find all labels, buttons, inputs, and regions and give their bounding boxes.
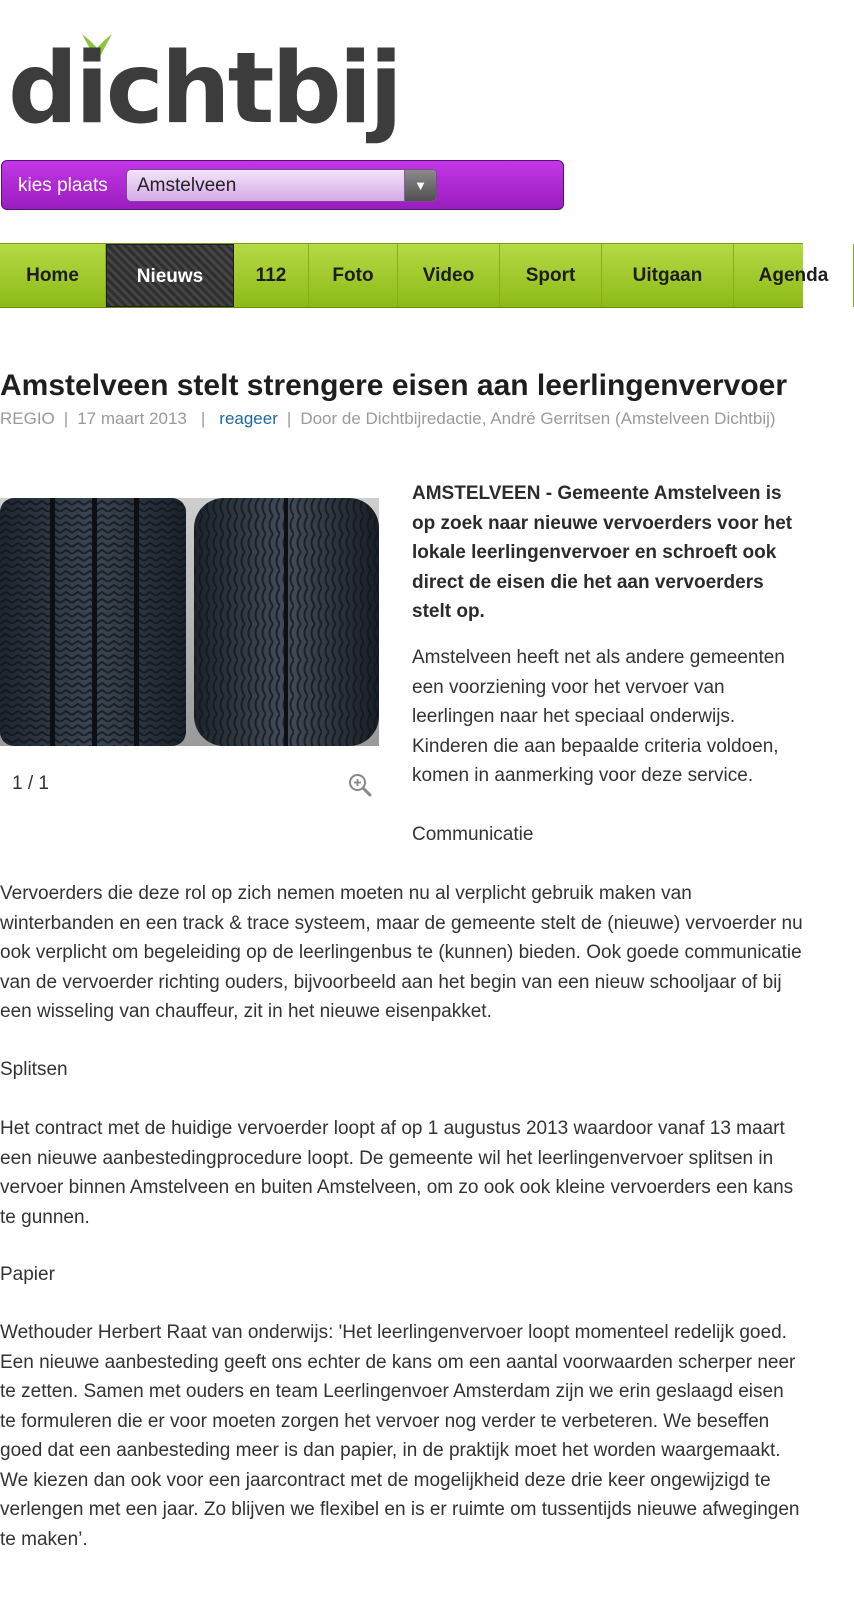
article-paragraph-2: Het contract met de huidige vervoerder loopt af op 1 augustus 2013 waardoor vanaf 13 maart een nieuwe aanbestedingprocedure loopt. De gemeente wil het leerlingenvervoer splitsen in vervoer binnen Amstelveen en buiten Amstelveen, om zo ook ook kleine vervoerders een kans te gunnen.: [0, 1118, 794, 1228]
comment-link[interactable]: reageer: [219, 409, 278, 428]
place-select[interactable]: [126, 169, 437, 202]
article-author: Door de Dichtbijredactie, André Gerritsen (Amstelveen Dichtbij): [300, 409, 776, 428]
article-meta: REGIO | 17 maart 2013 | reageer | Door de Dichtbijredactie, André Gerritsen (Amstelveen Dichtbij): [0, 409, 776, 428]
article-title: Amstelveen stelt strengere eisen aan leerlingenvervoer: [0, 369, 788, 402]
main-nav: [0, 243, 829, 308]
article-region: REGIO: [0, 409, 55, 428]
nav-item-sport[interactable]: Sport: [500, 244, 602, 307]
nav-item-112[interactable]: 112: [234, 244, 309, 307]
nav-item-foto[interactable]: Foto: [309, 244, 398, 307]
place-selector-bar: [1, 160, 564, 210]
logo-text: dichtbij: [8, 32, 400, 146]
section-heading-papier: Papier: [0, 1264, 55, 1285]
zoom-in-icon[interactable]: [347, 772, 373, 798]
nav-item-agenda[interactable]: Agenda: [734, 244, 854, 307]
gallery-counter: 1 / 1: [12, 773, 49, 794]
article-lead: AMSTELVEEN - Gemeente Amstelveen is op zoek naar nieuwe vervoerders voor het lokale leerlingenvervoer en schroeft ook direct de eisen die het aan vervoerders stelt op.: [412, 483, 793, 622]
section-heading-splitsen: Splitsen: [0, 1059, 68, 1080]
article-paragraph-1: Vervoerders die deze rol op zich nemen moeten nu al verplicht gebruik maken van winterbanden en een track & trace systeem, maar de gemeente stelt de (nieuwe) vervoerder nu ook verplicht om begeleiding op de leerlingenbus te (kunnen) bieden. Ook goede communicatie van de vervoerder richting ouders, bijvoorbeeld aan het begin van een nieuw schooljaar of bij een wisseling van chauffeur, zit in het nieuwe eisenpakket.: [0, 883, 803, 1022]
section-heading-communicatie: Communicatie: [412, 824, 534, 845]
place-label: kies plaats: [18, 175, 108, 196]
chevron-down-icon[interactable]: ▼: [404, 170, 436, 201]
article-date: 17 maart 2013: [77, 409, 187, 428]
nav-item-nieuws[interactable]: Nieuws: [106, 244, 234, 307]
place-select-value: Amstelveen: [137, 175, 237, 196]
nav-item-video[interactable]: Video: [398, 244, 500, 307]
article-photo-tires[interactable]: [0, 498, 379, 746]
dichtbij-logo[interactable]: [8, 28, 428, 150]
nav-item-home[interactable]: Home: [0, 244, 106, 307]
nav-item-uitgaan[interactable]: Uitgaan: [602, 244, 734, 307]
article-intro: Amstelveen heeft net als andere gemeenten een voorziening voor het vervoer van leerlingen naar het speciaal onderwijs. Kinderen die aan bepaalde criteria voldoen, komen in aanmerking voor deze service.: [412, 647, 785, 786]
article-paragraph-3: Wethouder Herbert Raat van onderwijs: 'Het leerlingenvervoer loopt momenteel redelijk goed. Een nieuwe aanbesteding geeft ons echter de kans om een aantal voorwaarden scherper neer te zetten. Samen met ouders en team Leerlingenvoer Amsterdam zijn we erin geslaagd eisen te formuleren die er voor moeten zorgen het vervoer nog verder te verbeteren. We beseffen goed dat een aanbesteding meer is dan papier, in de praktijk moet het worden waargemaakt. We kiezen dan ook voor een jaarcontract met de mogelijkheid deze drie keer ongewijzigd te verlengen met een jaar. Zo blijven we flexibel en is er ruimte om tussentijds nieuwe afwegingen te maken’.: [0, 1322, 800, 1550]
